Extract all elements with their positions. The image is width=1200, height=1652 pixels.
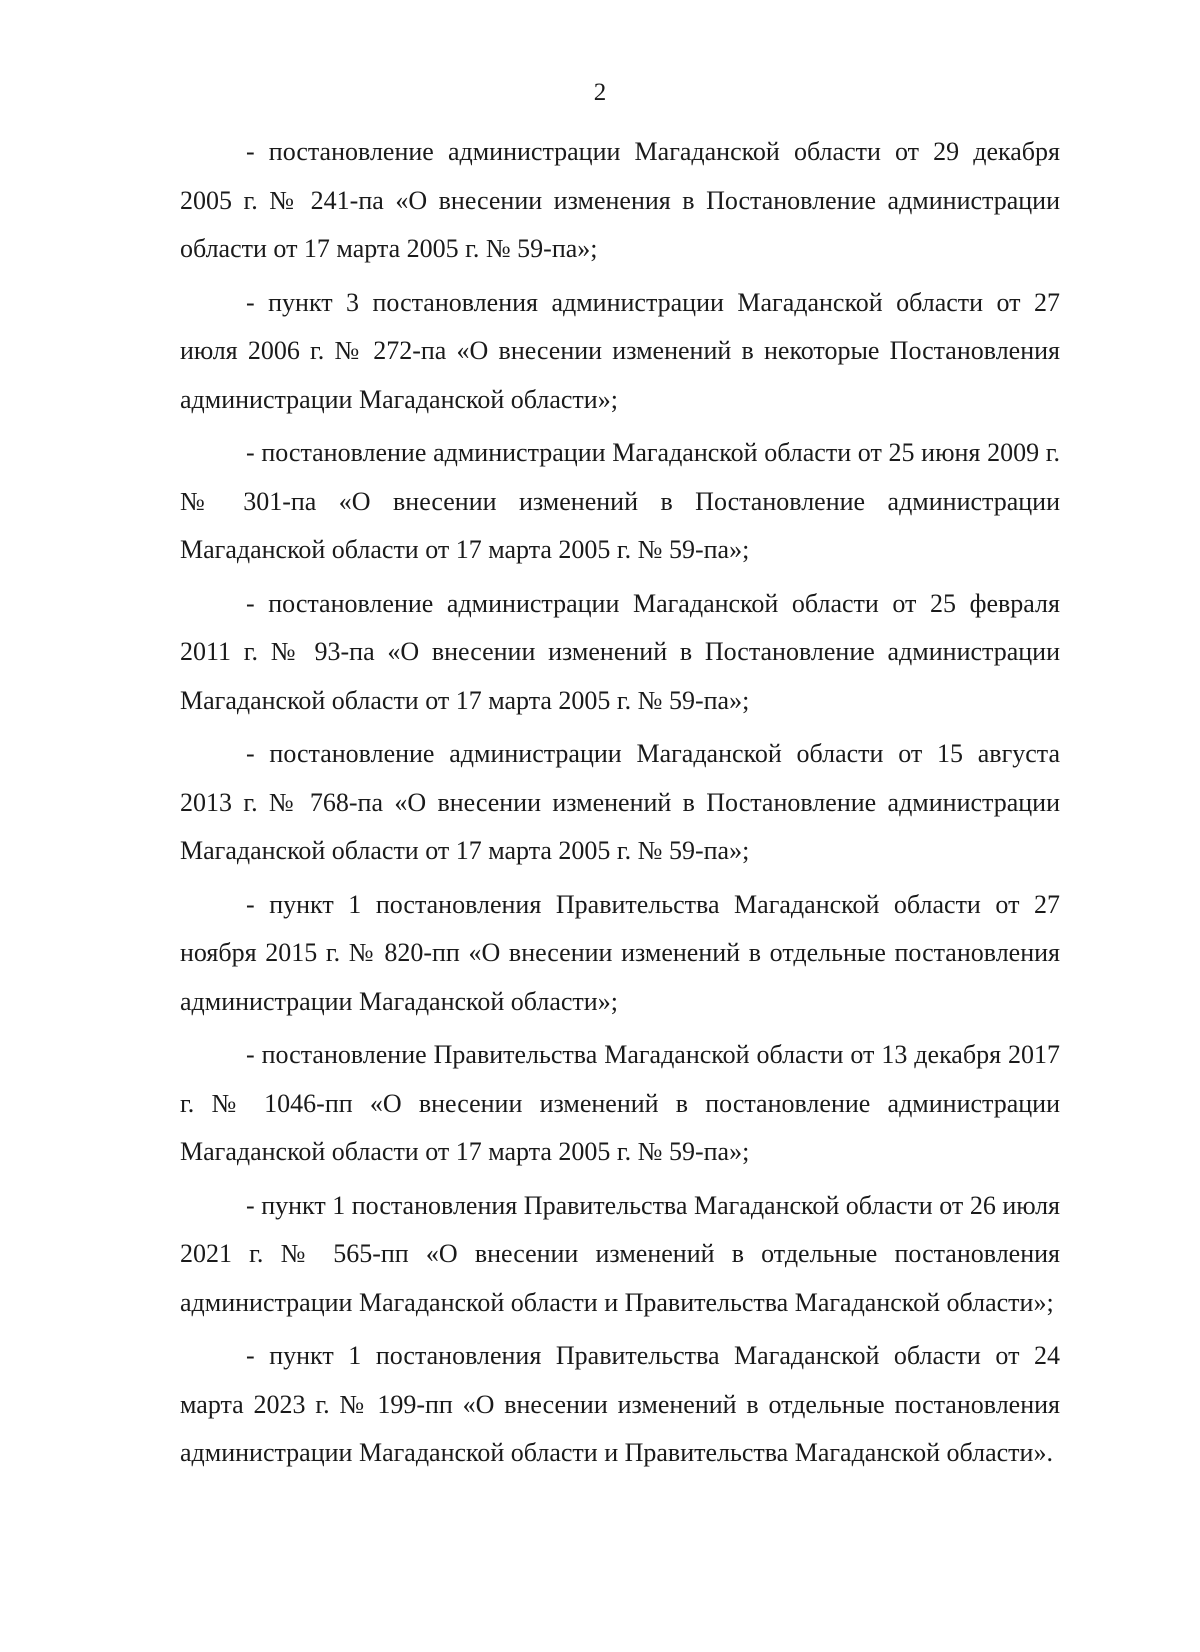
page-number: 2 (593, 79, 607, 106)
list-item: - пункт 3 постановления администрации Магаданской области от 27 июля 2006 г. № 272-па «О внесении изменений в некоторые Постановления администрации Магаданской области»; (180, 287, 1060, 414)
list-item: - пункт 1 постановления Правительства Магаданской области от 27 ноября 2015 г. № 820-пп «О внесении изменений в отдельные постановления администрации Магаданской области»; (180, 889, 1060, 1016)
list-item: - постановление администрации Магаданской области от 15 августа 2013 г. № 768-па «О внесении изменений в Постановление администрации Магаданской области от 17 марта 2005 г. № 59-па»; (180, 739, 1060, 865)
list-item: - пункт 1 постановления Правительства Магаданской области от 24 марта 2023 г. № 199-пп «О внесении изменений в отдельные постановления администрации Магаданской области и Правительства Магаданской области». (180, 1341, 1060, 1467)
list-item: - постановление администрации Магаданской области от 29 декабря 2005 г. № 241-па «О внесении изменения в Постановление администрации области от 17 марта 2005 г. № 59-па»; (180, 137, 1060, 263)
list-item: - постановление администрации Магаданской области от 25 июня 2009 г. № 301-па «О внесении изменений в Постановление администрации Магаданской области от 17 марта 2005 г. № 59-па»; (180, 438, 1060, 564)
list-item: - постановление администрации Магаданской области от 25 февраля 2011 г. № 93-па «О внесении изменений в Постановление администрации Магаданской области от 17 марта 2005 г. № 59-па»; (180, 588, 1060, 715)
list-item: - пункт 1 постановления Правительства Магаданской области от 26 июля 2021 г. № 565-пп «О внесении изменений в отдельные постановления администрации Магаданской области и Правительства Магаданской области»; (180, 1190, 1060, 1317)
document-body (180, 128, 1060, 1483)
list-item: - постановление Правительства Магаданской области от 13 декабря 2017 г. № 1046-пп «О внесении изменений в постановление администрации Магаданской области от 17 марта 2005 г. № 59-па»; (180, 1040, 1060, 1166)
